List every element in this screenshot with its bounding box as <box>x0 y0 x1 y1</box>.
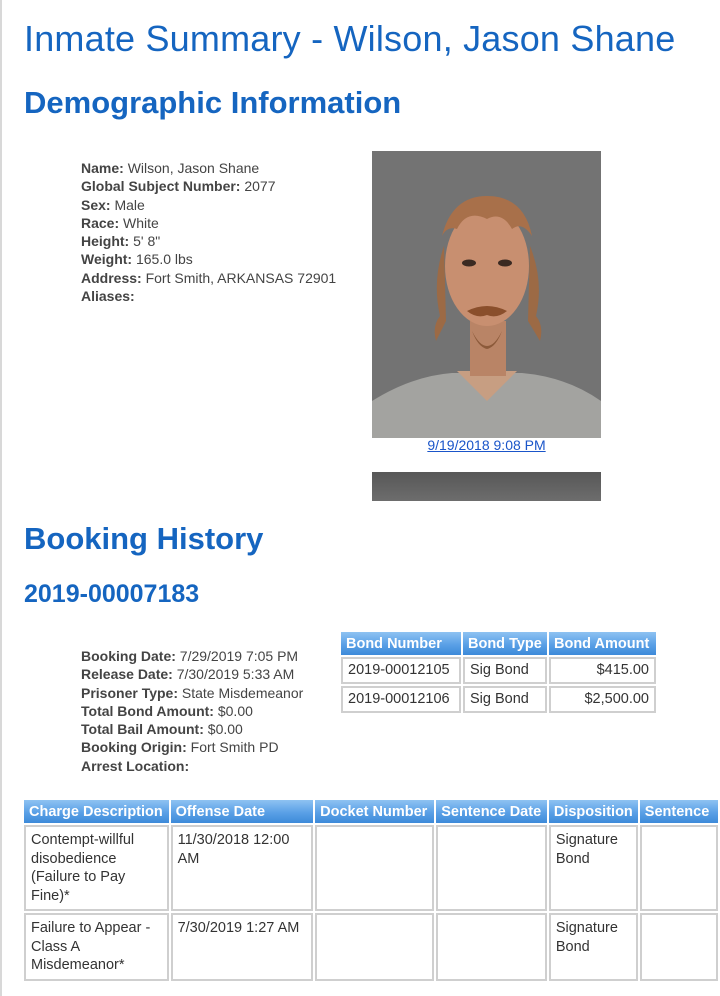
race-value: White <box>123 214 159 231</box>
height-row: Height: 5' 8" <box>81 233 161 250</box>
charges-header-row <box>24 800 718 823</box>
height-value: 5' 8" <box>133 233 161 250</box>
booking-history-heading: Booking History <box>24 521 264 556</box>
demographics-heading: Demographic Information <box>24 85 402 120</box>
bond-type-header[interactable]: Bond Type <box>463 632 547 655</box>
charge-description-header[interactable]: Charge Description <box>24 800 169 823</box>
offense-date-header[interactable]: Offense Date <box>171 800 314 823</box>
sentence-header[interactable]: Sentence <box>640 800 718 823</box>
left-border <box>0 0 2 996</box>
photo-date-link[interactable]: 9/19/2018 9:08 PM <box>427 437 546 453</box>
sentence-date-cell <box>436 913 547 981</box>
docket-number-cell <box>315 913 434 981</box>
booking-origin-row: Booking Origin: Fort Smith PD <box>81 739 279 756</box>
address-value: Fort Smith, ARKANSAS 72901 <box>145 269 337 286</box>
second-photo-thumbnail[interactable] <box>372 472 601 501</box>
sex-row: Sex: Male <box>81 196 145 213</box>
bond-type-cell: Sig Bond <box>463 686 547 713</box>
booking-number: 2019-00007183 <box>24 580 200 608</box>
bond-amount-header[interactable]: Bond Amount <box>549 632 656 655</box>
aliases-row: Aliases: <box>81 288 135 305</box>
sentence-date-cell <box>436 825 547 911</box>
weight-value: 165.0 lbs <box>135 251 193 268</box>
demographics-fields <box>81 159 336 305</box>
docket-number-header[interactable]: Docket Number <box>315 800 434 823</box>
offense-date-cell: 11/30/2018 12:00 AM <box>171 825 314 911</box>
mugshot-photo <box>372 151 601 438</box>
offense-date-cell: 7/30/2019 1:27 AM <box>171 913 314 981</box>
sentence-cell <box>640 913 718 981</box>
table-row <box>24 825 718 911</box>
booking-date-row: Booking Date: 7/29/2019 7:05 PM <box>81 648 299 664</box>
bond-table <box>339 630 658 715</box>
total-bail-row: Total Bail Amount: $0.00 <box>81 721 243 738</box>
mugshot-image <box>372 151 601 438</box>
charge-description-cell: Contempt-willful disobedience (Failure to Pay Fine)* <box>24 825 169 911</box>
charge-description-cell: Failure to Appear - Class A Misdemeanor* <box>24 913 169 981</box>
disposition-cell: Signature Bond <box>549 913 638 981</box>
bond-type-cell: Sig Bond <box>463 657 547 684</box>
charges-table <box>22 798 720 983</box>
booking-fields <box>81 647 303 775</box>
page-title: Inmate Summary - Wilson, Jason Shane <box>24 18 676 59</box>
name-row: Name: Wilson, Jason Shane <box>81 160 260 176</box>
bond-amount-cell: $2,500.00 <box>549 686 656 713</box>
race-row: Race: White <box>81 214 159 231</box>
bond-number-header[interactable]: Bond Number <box>341 632 461 655</box>
release-date-row: Release Date: 7/30/2019 5:33 AM <box>81 666 295 683</box>
bond-number-cell: 2019-00012106 <box>341 686 461 713</box>
name-value: Wilson, Jason Shane <box>127 160 260 176</box>
weight-row: Weight: 165.0 lbs <box>81 251 193 268</box>
sentence-cell <box>640 825 718 911</box>
docket-number-cell <box>315 825 434 911</box>
sex-value: Male <box>114 196 145 213</box>
prisoner-type-row: Prisoner Type: State Misdemeanor <box>81 684 304 701</box>
table-row <box>24 913 718 981</box>
bond-number-cell: 2019-00012105 <box>341 657 461 684</box>
total-bond-row: Total Bond Amount: $0.00 <box>81 702 253 719</box>
sentence-date-header[interactable]: Sentence Date <box>436 800 547 823</box>
gsn-row: Global Subject Number: 2077 <box>81 178 276 195</box>
table-row <box>341 686 656 713</box>
bond-amount-cell: $415.00 <box>549 657 656 684</box>
arrest-location-row: Arrest Location: <box>81 757 190 774</box>
bond-header-row <box>341 632 656 655</box>
disposition-cell: Signature Bond <box>549 825 638 911</box>
gsn-value: 2077 <box>244 178 276 195</box>
address-row: Address: Fort Smith, ARKANSAS 72901 <box>81 269 337 286</box>
table-row <box>341 657 656 684</box>
disposition-header[interactable]: Disposition <box>549 800 638 823</box>
